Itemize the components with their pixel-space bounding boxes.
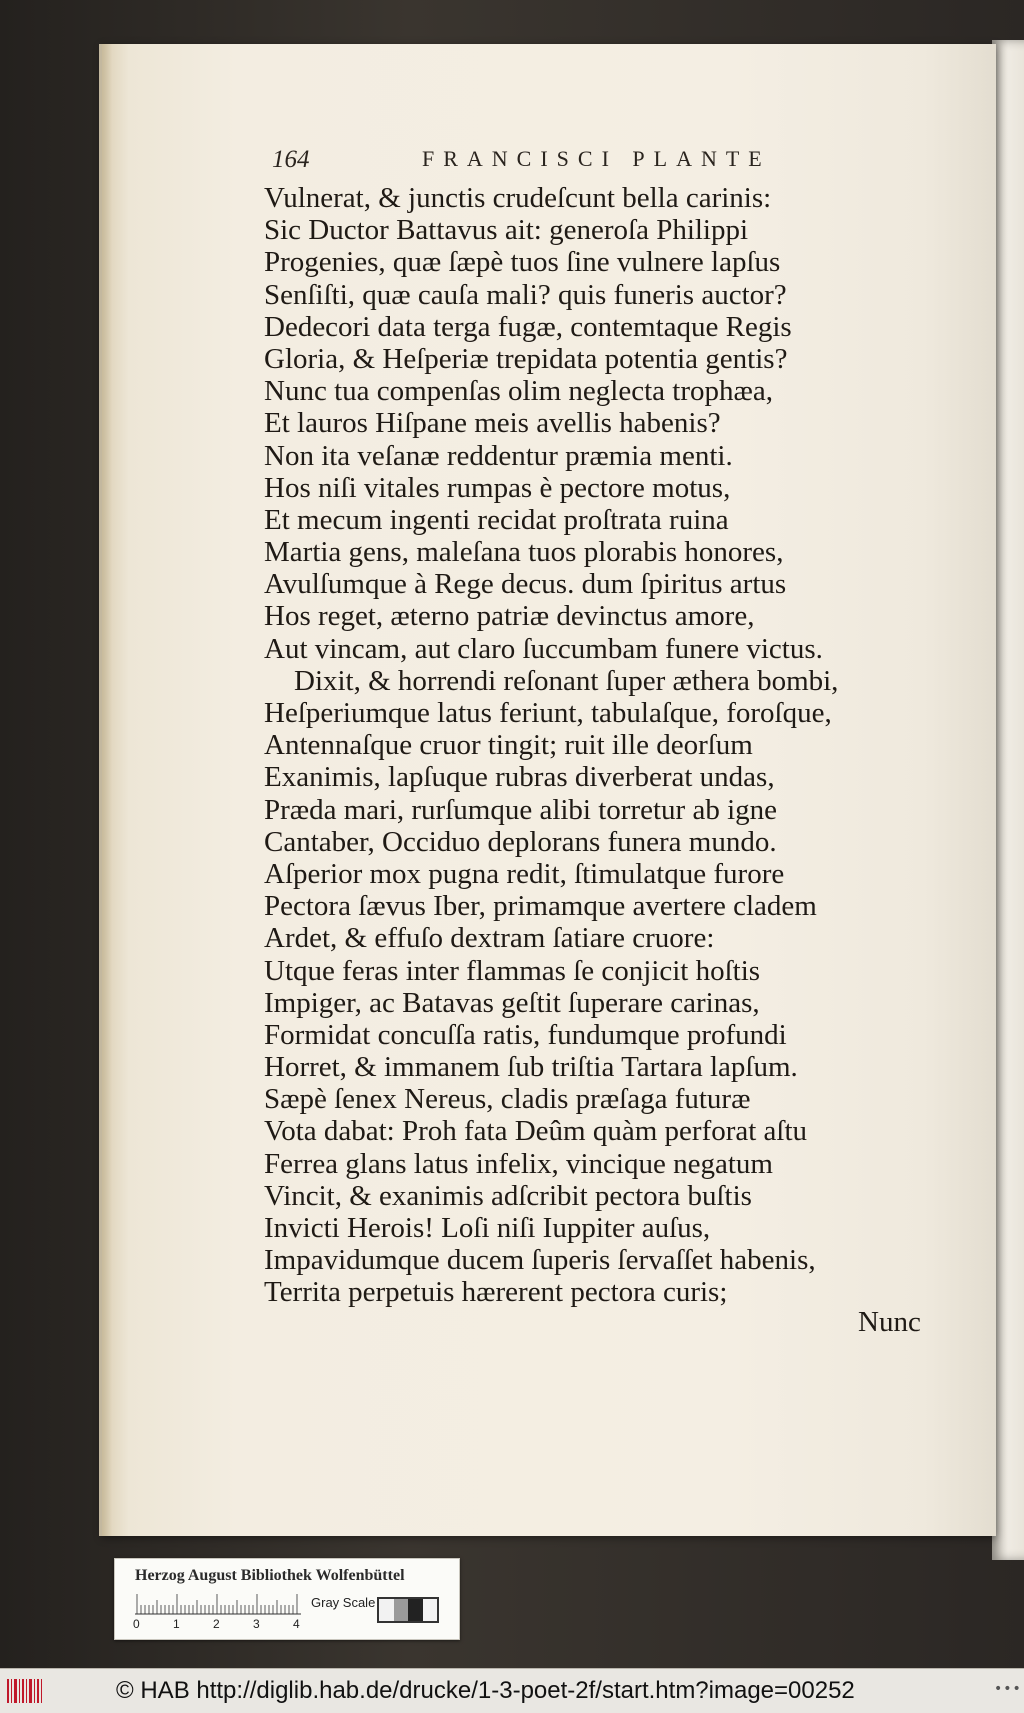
verse-line: Non ita veſanæ reddentur præmia menti. [264,439,733,472]
ruler-digit: 4 [293,1617,300,1631]
verse-line: Territa perpetuis hærerent pectora curis; [264,1276,728,1309]
verse-line: Utque feras inter flammas ſe conjicit hoſtis [264,954,761,987]
verse-line: Sæpè ſenex Nereus, cladis præſaga futuræ [264,1083,751,1116]
more-options-icon[interactable]: ••• [994,1681,1022,1697]
barcode-icon [6,1677,44,1705]
verse-line: Et mecum ingenti recidat proſtrata ruina [264,503,729,536]
grayscale-swatch [379,1599,394,1621]
verse-line: Hos reget, æterno patriæ devinctus amore, [264,600,755,633]
verse-line: Dedecori data terga fugæ, contemtaque Regis [264,310,792,343]
verse-line: Vota dabat: Proh fata Deûm quàm perforat aſtu [264,1115,808,1148]
verse-line: Et lauros Hiſpane meis avellis habenis? [264,407,721,440]
verse-line: Sic Ductor Battavus ait: generoſa Philippi [264,214,749,247]
verse-line: Præda mari, rurſumque alibi torretur ab igne [264,793,777,826]
ruler-digit: 3 [253,1617,260,1631]
verse-line: Cantaber, Occiduo deplorans funera mundo. [264,825,777,858]
ruler-scale [135,1593,301,1615]
grayscale-swatches [377,1597,439,1623]
ruler-digit: 2 [213,1617,220,1631]
grayscale-swatch [394,1599,409,1621]
page-number: 164 [272,146,310,173]
verse-line: Vincit, & exanimis adſcribit pectora buſtis [264,1179,752,1212]
verse-line: Pectora ſævus Iber, primamque avertere cladem [264,890,817,923]
verse-line: Martia gens, maleſana tuos plorabis honores, [264,536,784,569]
library-name: Herzog August Bibliothek Wolfenbüttel [135,1567,405,1584]
verse-line: Senſiſti, quæ cauſa mali? quis funeris auctor? [264,278,787,311]
verse-line: Aſperior mox pugna redit, ſtimulatque furore [264,857,785,890]
grayscale-label: Gray Scale [311,1595,376,1610]
verse-line: Hos niſi vitales rumpas è pectore motus, [264,471,731,504]
verse-line: Avulſumque à Rege decus. dum ſpiritus artus [264,568,787,601]
ruler-digit: 1 [173,1617,180,1631]
verse-line: Invicti Herois! Loſi niſi Iuppiter auſus, [264,1212,711,1244]
source-url-text: © HAB http://diglib.hab.de/drucke/1-3-poet-2f/start.htm?image=00252 [116,1677,855,1704]
verse-line: Antennaſque cruor tingit; ruit ille deorſum [264,729,753,762]
verse-line: Vulnerat, & junctis crudeſcunt bella carinis: [264,182,772,214]
color-scale-card [114,1558,460,1640]
verse-line: Progenies, quæ ſæpè tuos ſine vulnere lapſus [264,246,781,279]
verse-line: Ferrea glans latus infelix, vincique negatum [264,1147,773,1180]
verse-line: Formidat concuſſa ratis, fundumque profundi [264,1018,787,1051]
verse-line: Gloria, & Heſperiæ trepidata potentia gentis? [264,342,788,375]
verse-line: Ardet, & effuſo dextram ſatiare cruore: [264,922,715,955]
verse-line: Exanimis, lapſuque rubras diverberat undas, [264,761,775,794]
verse-line: Dixit, & horrendi reſonant ſuper æthera bombi, [294,664,839,697]
verse-line: Impavidumque ducem ſuperis ſervaſſet habenis, [264,1244,816,1277]
verse-line: Heſperiumque latus feriunt, tabulaſque, foroſque, [264,697,832,729]
poem-text [264,182,924,1309]
verse-line: Horret, & immanem ſub triſtia Tartara lapſum. [264,1051,798,1084]
verse-line: Aut vincam, aut claro ſuccumbam funere victus. [264,632,823,665]
grayscale-swatch [408,1599,423,1621]
status-bar [0,1668,1024,1713]
next-page-edge [992,40,1024,1560]
running-head [272,146,792,178]
ruler-digit: 0 [133,1617,140,1631]
catchword: Nunc [858,1306,921,1338]
grayscale-swatch [423,1599,438,1621]
verse-line: Nunc tua compenſas olim neglecta trophæa, [264,375,773,408]
running-head-title: FRANCISCI PLANTE [422,146,771,171]
verse-line: Impiger, ac Batavas geſtit ſuperare carinas, [264,986,760,1019]
